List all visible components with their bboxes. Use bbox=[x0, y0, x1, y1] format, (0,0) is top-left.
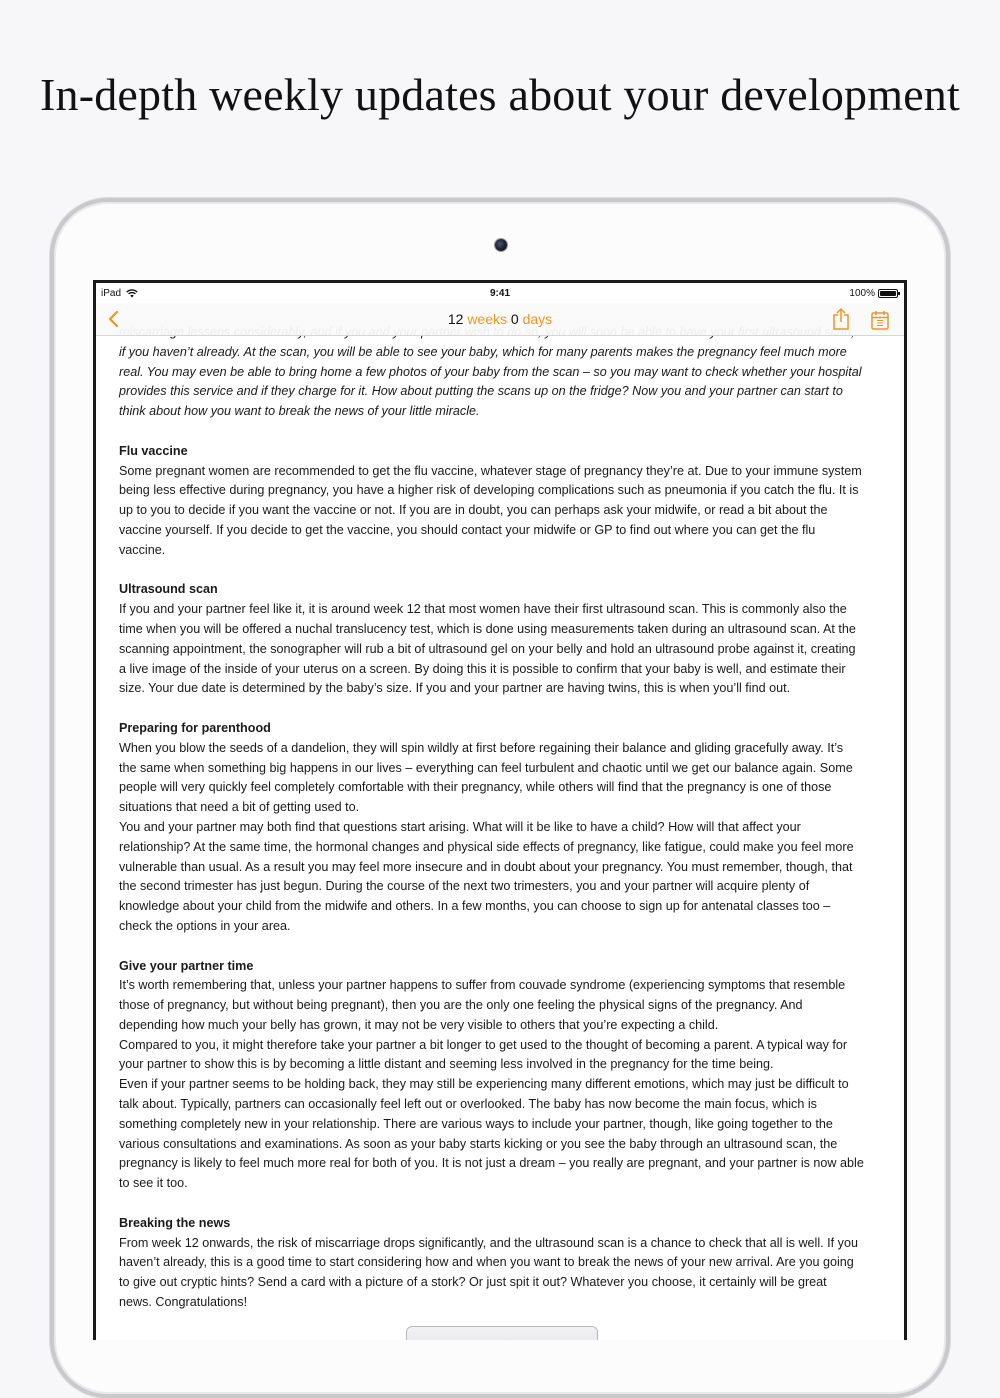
paragraph-line: the same when something big happens in our lives – everything can feel turbulent and chaotic until we get our balance again. Some bbox=[119, 760, 853, 775]
intro-line: think about how you want to break the news of your little miracle. bbox=[119, 404, 480, 419]
navigation-bar bbox=[96, 303, 904, 336]
section-heading: Preparing for parenthood bbox=[119, 720, 271, 735]
paragraph-line: the second trimester has just begun. During the course of the next two trimesters, you and your partner will acquire plenty of bbox=[119, 879, 810, 894]
section-give-your-partner-time bbox=[119, 957, 887, 1195]
paragraph-line: being less effective during pregnancy, you have a higher risk of developing complications such as pneumonia if you catch the flu. It is bbox=[119, 483, 859, 498]
paragraph-line: vaccine yourself. If you decide to get the vaccine, you should contact your midwife or GP to find out where you can get the flu bbox=[119, 522, 816, 537]
paragraph-line: scanning appointment, the sonographer will rub a bit of ultrasound gel on your belly and hold an ultrasound probe against it, creating bbox=[119, 641, 856, 656]
weeks-label: weeks bbox=[467, 311, 507, 327]
device-name: iPad bbox=[101, 288, 122, 299]
pregnancy-week-title bbox=[96, 311, 904, 327]
section-heading: Give your partner time bbox=[119, 958, 254, 973]
paragraph-line: pregnancy is likely to feel much more real for both of you. It is not just a dream – you really are pregnant, and your partner is now able bbox=[119, 1156, 864, 1171]
paragraph-line: to see it too. bbox=[119, 1176, 188, 1191]
section-flu-vaccine bbox=[119, 442, 887, 561]
paragraph-line: something completely new in your relationship. There are various ways to include your partner, though, like going together to the bbox=[119, 1116, 833, 1131]
intro-line: real. You may even be able to bring home a few photos of your baby from the scan – so you may want to check whether your hospital bbox=[119, 364, 862, 379]
paragraph-line: your partner to show this is by becoming a little distant and seeming less involved in the pregnancy for the time being. bbox=[119, 1057, 774, 1072]
paragraph-line: check the options in your area. bbox=[119, 918, 291, 933]
section-preparing-for-parenthood bbox=[119, 719, 887, 937]
bottom-action-button[interactable] bbox=[406, 1326, 598, 1340]
article-intro bbox=[119, 323, 887, 422]
paragraph-line: people will very quickly feel completely comfortable with their pregnancy, while others will find that the pregnancy is one of those bbox=[119, 780, 832, 795]
section-breaking-the-news bbox=[119, 1214, 887, 1313]
device-screen bbox=[93, 280, 907, 1340]
paragraph-line: haven’t already, this is a good time to start considering how and when you want to break the news of your new arrival. Are you going bbox=[119, 1255, 854, 1270]
paragraph-line: situations that need a bit of getting used to. bbox=[119, 800, 360, 815]
paragraph-line: up to you to decide if you want the vaccine or not. If you are in doubt, you can perhaps ask your midwife, or read a bit about the bbox=[119, 503, 828, 518]
camera-icon bbox=[495, 239, 507, 251]
section-heading: Breaking the news bbox=[119, 1215, 231, 1230]
days-label: days bbox=[522, 311, 553, 327]
paragraph-line: When you blow the seeds of a dandelion, they will spin wildly at first before regaining their balance and gliding gracefully away. It’s bbox=[119, 740, 844, 755]
paragraph-line: From week 12 onwards, the risk of miscarriage drops significantly, and the ultrasound scan is a chance to check that all is well. If you bbox=[119, 1235, 858, 1250]
paragraph-line: depending how much your belly has grown, it may not be very visible to others that you’re expecting a child. bbox=[119, 1017, 719, 1032]
section-heading: Ultrasound scan bbox=[119, 582, 218, 597]
paragraph-line: vulnerable than usual. As a result you may feel more insecure and in doubt about your pregnancy. You must remember, though, that bbox=[119, 859, 853, 874]
article-content bbox=[119, 323, 887, 1313]
paragraph-line: If you and your partner feel like it, it is around week 12 that most women have their first ultrasound scan. This is commonly also the bbox=[119, 602, 847, 617]
paragraph-line: Some pregnant women are recommended to get the flu vaccine, whatever stage of pregnancy they’re at. Due to your immune system bbox=[119, 463, 862, 478]
status-time: 9:41 bbox=[489, 288, 510, 299]
calendar-icon[interactable] bbox=[870, 309, 890, 331]
paragraph-line: It’s worth remembering that, unless your partner happens to suffer from couvade syndrome (experiencing symptoms that resemble bbox=[119, 978, 846, 993]
paragraph-line: to give out cryptic hints? Send a card with a picture of a stork? Or just spit it out? Whatever you choose, it certainly will be great bbox=[119, 1275, 827, 1290]
paragraph-line: various consultations and examinations. As soon as your baby starts kicking or you see the baby through an ultrasound scan, the bbox=[119, 1136, 838, 1151]
paragraph-line: those of pregnancy, but without being pregnant), then you are the only one feeling the physical signs of the pregnancy. And bbox=[119, 998, 803, 1013]
paragraph-line: relationship? At the same time, the hormonal changes and physical side effects of pregnancy, like fatigue, could make you feel more bbox=[119, 839, 854, 854]
paragraph-line: knowledge about your child from the midwife and others. In a few months, you can choose to sign up for antenatal classes too – bbox=[119, 899, 831, 914]
paragraph-line: Even if your partner seems to be holding back, they may still be experiencing many different emotions, which may just be difficult to bbox=[119, 1077, 849, 1092]
paragraph-line: vaccine. bbox=[119, 542, 166, 557]
share-icon[interactable] bbox=[830, 307, 852, 331]
paragraph-line: You and your partner may both find that questions start arising. What will it be like to have a child? How will that affect your bbox=[119, 819, 801, 834]
paragraph-line: news. Congratulations! bbox=[119, 1295, 248, 1310]
section-ultrasound-scan bbox=[119, 580, 887, 699]
intro-line: provides this service and if they charge for it. How about putting the scans up on the fridge? Now you and your partner can start to bbox=[119, 384, 843, 399]
paragraph-line: time when you will be offered a nuchal translucency test, which is done using measurements taken during an ultrasound scan. At the bbox=[119, 621, 856, 636]
paragraph-line: a live image of the inside of your uterus on a screen. By doing this it is possible to confirm that your baby is well, and estimate their bbox=[119, 661, 846, 676]
battery-icon bbox=[878, 289, 898, 298]
paragraph-line: Compared to you, it might therefore take your partner a bit longer to get used to the thought of becoming a parent. A typical way for bbox=[119, 1037, 848, 1052]
status-bar bbox=[96, 283, 904, 303]
intro-line: if you haven’t already. At the scan, you will be able to see your baby, which for many parents makes the pregnancy feel much more bbox=[119, 344, 847, 359]
battery-percent: 100% bbox=[849, 288, 875, 299]
weeks-number: 12 bbox=[447, 311, 464, 327]
marketing-headline: In-depth weekly updates about your development bbox=[40, 69, 960, 120]
paragraph-line: talk about. Typically, partners can occasionally feel left out or overlooked. The baby has now become the main focus, which is bbox=[119, 1097, 817, 1112]
section-heading: Flu vaccine bbox=[119, 443, 188, 458]
paragraph-line: size. Your due date is determined by the baby’s size. If you and your partner are having twins, this is when you’ll find out. bbox=[119, 681, 791, 696]
days-number: 0 bbox=[510, 311, 519, 327]
